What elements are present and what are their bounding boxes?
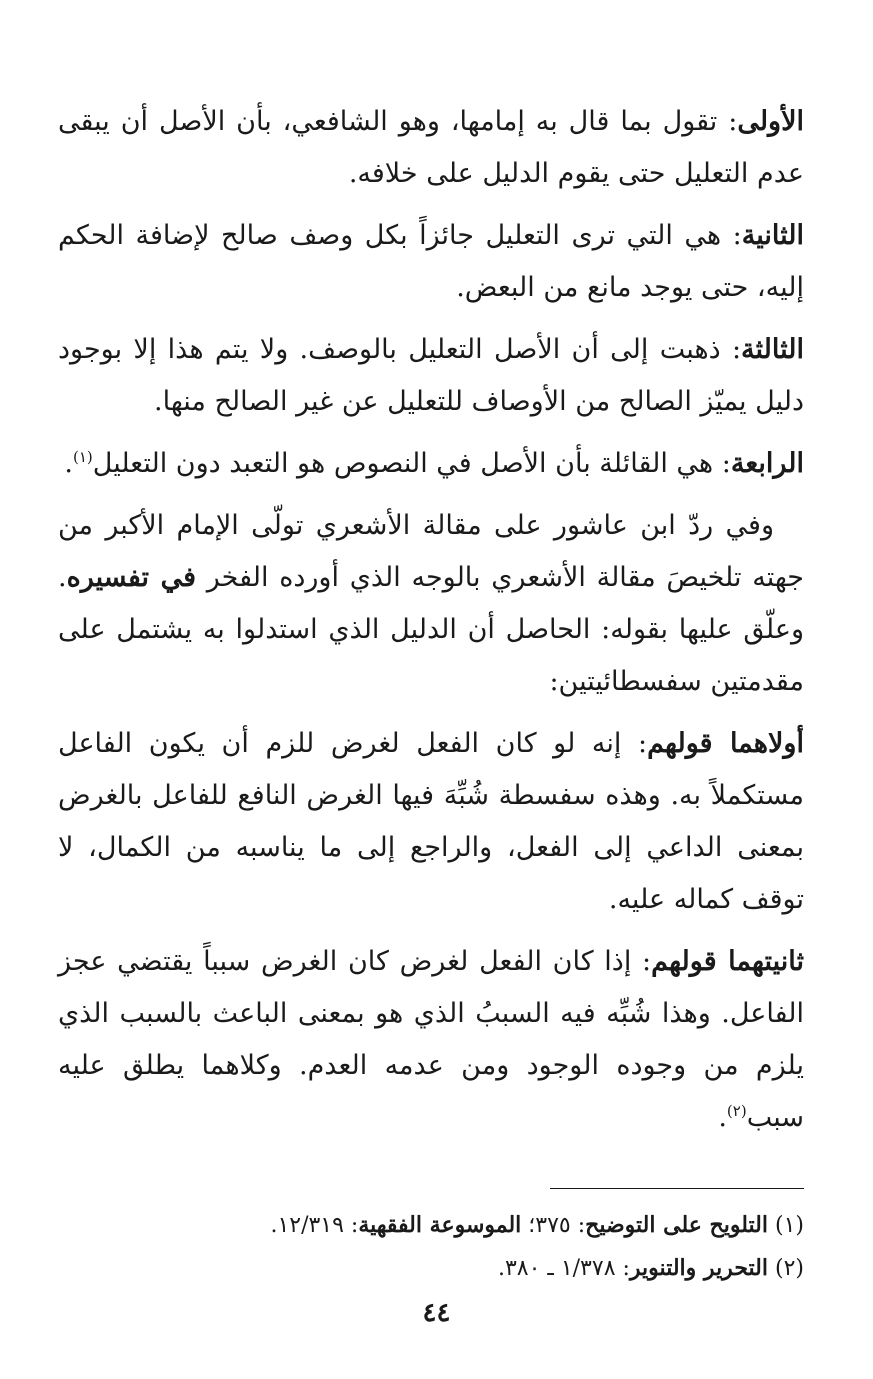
premise-second-text: : إذا كان الفعل لغرض كان الغرض سبباً يقتضي عجز الفاعل. وهذا شُبِّه فيه السببُ الذي هو بمعنى الباعث بالسبب الذي يلزم من وجوده الوجود ومن عدمه العدم. وكلاهما يطلق عليه سبب — [58, 946, 804, 1133]
paragraph-ibn-ashur — [58, 500, 804, 708]
text-second: : هي التي ترى التعليل جائزاً بكل وصف صالح لإضافة الحكم إليه، حتى يوجد مانع من البعض. — [58, 220, 804, 303]
page-number: ٤٤ — [422, 1298, 451, 1328]
ibn-ashur-part1: وفي ردّ ابن عاشور على مقالة الأشعري تولّى الإمام الأكبر من جهته تلخيصَ مقالة الأشعري بالوجه الذي أورده الفخر — [58, 510, 804, 593]
footnote-divider — [550, 1188, 804, 1189]
text-fourth-end: . — [64, 448, 73, 479]
paragraph-third — [58, 324, 804, 428]
paragraph-first — [58, 96, 804, 200]
footnote-mark-2: (٢) — [726, 1102, 747, 1120]
premise-first — [58, 718, 804, 926]
premise-first-text: : إنه لو كان الفعل لغرض للزم أن يكون الفاعل مستكملاً به. وهذه سفسطة شُبِّهَ فيها الغرض النافع للفاعل بالغرض بمعنى الداعي إلى الفعل، والراجع إلى ما يناسبه من الكمال، لا توقف كماله عليه. — [58, 728, 804, 915]
footnote-2-num: (٢) — [774, 1256, 804, 1281]
text-fourth: : هي القائلة بأن الأصل في النصوص هو التعبد دون التعليل — [92, 448, 731, 479]
term-fourth: الرابعة — [730, 448, 804, 479]
term-first: الأولى — [737, 106, 804, 137]
paragraph-second — [58, 210, 804, 314]
premise-second-term: ثانيتهما قولهم — [651, 946, 804, 977]
footnote-1-num: (١) — [774, 1213, 804, 1238]
footnote-1-title2: الموسوعة الفقهية — [358, 1212, 522, 1238]
footnote-2-text: : ١/٣٧٨ ـ ٣٨٠. — [497, 1256, 630, 1281]
text-third: : ذهبت إلى أن الأصل التعليل بالوصف. ولا يتم هذا إلا بوجود دليل يميّز الصالح من الأوصاف للتعليل عن غير الصالح منها. — [58, 334, 804, 417]
footnote-1 — [58, 1204, 804, 1247]
footnote-2-title: التحرير والتنوير — [629, 1255, 768, 1281]
paragraph-fourth — [58, 438, 804, 490]
footnote-2 — [58, 1247, 804, 1290]
footnote-1-text: : ٣٧٥؛ — [521, 1213, 586, 1238]
footnote-1-title: التلويح على التوضيح — [585, 1212, 768, 1238]
premise-second — [58, 936, 804, 1144]
footnotes — [58, 1204, 804, 1290]
premise-first-term: أولاهما قولهم — [647, 728, 804, 759]
footnote-mark-1: (١) — [72, 448, 93, 466]
term-third: الثالثة — [741, 334, 804, 365]
ibn-ashur-part2: . وعلّق عليها بقوله: الحاصل أن الدليل الذي استدلوا به يشتمل على مقدمتين سفسطائيتين: — [58, 562, 804, 697]
text-first: : تقول بما قال به إمامها، وهو الشافعي، بأن الأصل أن يبقى عدم التعليل حتى يقوم الدليل على خلافه. — [58, 106, 804, 189]
term-second: الثانية — [741, 220, 804, 251]
ibn-ashur-bold: في تفسيره — [66, 562, 197, 593]
footnote-1-text2: : ١٢/٣١٩. — [270, 1213, 359, 1238]
premise-second-end: . — [718, 1102, 727, 1133]
main-text — [58, 96, 804, 1154]
